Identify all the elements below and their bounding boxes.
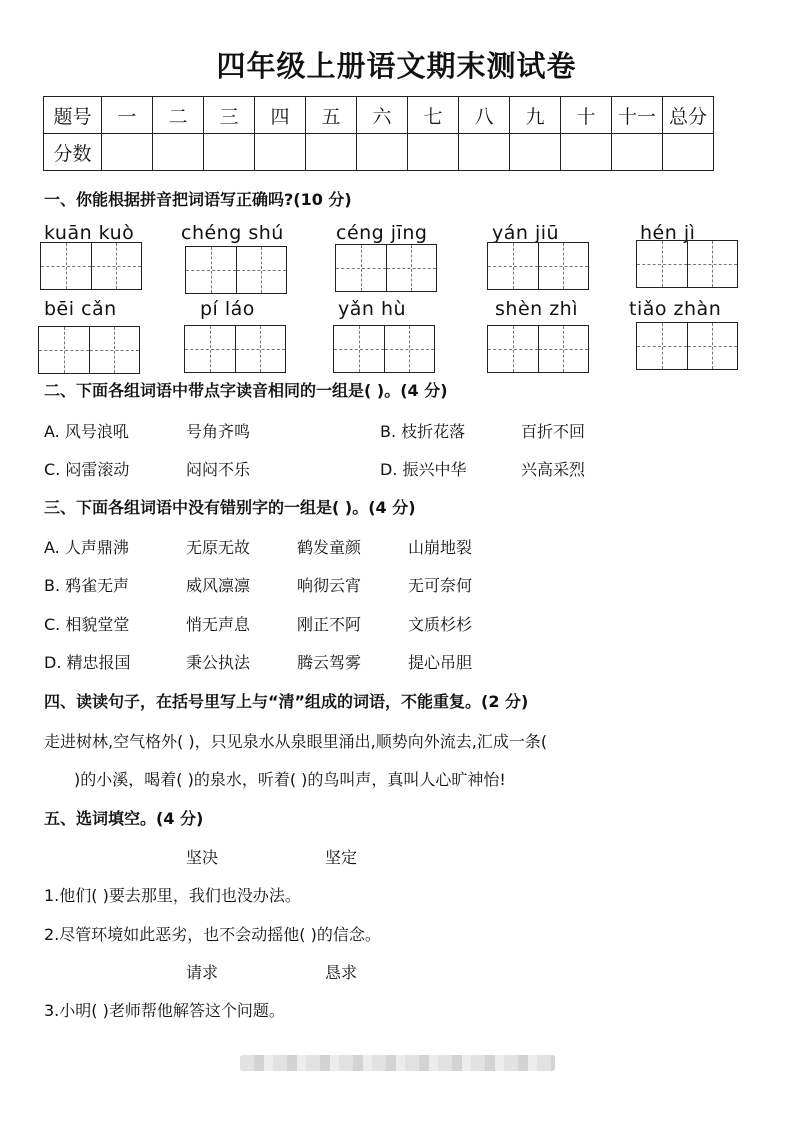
q2-option: 百折不回 [521, 422, 586, 441]
score-header-cell: 三 [204, 97, 255, 134]
score-header-cell: 八 [459, 97, 510, 134]
pinyin-label: pí láo [200, 298, 255, 320]
q3-option: 文质杉杉 [408, 615, 473, 634]
q3-option: 无原无故 [186, 538, 251, 557]
score-input-cell[interactable] [357, 134, 408, 171]
page-title: 四年级上册语文期末测试卷 [216, 49, 577, 83]
pinyin-label: bēi cǎn [44, 298, 117, 320]
blurred-footer-watermark [240, 1055, 555, 1071]
pinyin-label: tiǎo zhàn [629, 298, 722, 320]
score-header-cell: 题号 [44, 97, 102, 134]
q5-word-choice: 坚定 [325, 848, 358, 867]
q5-heading: 五、选词填空。(4 分) [44, 809, 204, 828]
writing-grid[interactable] [333, 325, 435, 373]
score-input-cell[interactable] [153, 134, 204, 171]
q3-option: 山崩地裂 [408, 538, 473, 557]
writing-grid[interactable] [38, 326, 140, 374]
q2-option: D. 振兴中华 [380, 460, 467, 479]
score-input-cell[interactable] [612, 134, 663, 171]
q3-option: 无可奈何 [408, 576, 473, 595]
score-header-cell: 二 [153, 97, 204, 134]
q4-heading: 四、读读句子，在括号里写上与“清”组成的词语，不能重复。(2 分) [44, 692, 529, 711]
q2-option: C. 闷雷滚动 [44, 460, 130, 479]
q3-option: 响彻云宵 [297, 576, 362, 595]
q3-option: B. 鸦雀无声 [44, 576, 130, 595]
q2-option: 号角齐鸣 [186, 422, 251, 441]
score-table-score-row [44, 134, 714, 171]
pinyin-label: shèn zhì [495, 298, 579, 320]
q3-option: D. 精忠报国 [44, 653, 131, 672]
q2-heading: 二、下面各组词语中带点字读音相同的一组是( )。(4 分) [44, 381, 448, 400]
q3-option: 鹤发童颜 [297, 538, 362, 557]
writing-grid[interactable] [487, 325, 589, 373]
q3-option: 秉公执法 [186, 653, 251, 672]
q3-option: 悄无声息 [186, 615, 251, 634]
score-header-cell: 十 [561, 97, 612, 134]
writing-grid[interactable] [335, 244, 437, 292]
q5-item: 2.尽管环境如此恶劣，也不会动摇他( )的信念。 [44, 925, 381, 944]
score-header-cell: 六 [357, 97, 408, 134]
score-input-cell[interactable] [510, 134, 561, 171]
writing-grid[interactable] [487, 242, 589, 290]
pinyin-label: kuān kuò [44, 222, 135, 244]
q5-word-choice: 坚决 [186, 848, 219, 867]
q3-option: 威风凛凛 [186, 576, 251, 595]
q3-option: A. 人声鼎沸 [44, 538, 129, 557]
score-table [43, 96, 714, 171]
q2-option: B. 枝折花落 [380, 422, 466, 441]
writing-grid[interactable] [636, 240, 738, 288]
score-row-label: 分数 [44, 134, 102, 171]
q4-sentence-line1: 走进树林,空气格外( )，只见泉水从泉眼里涌出,顺势向外流去,汇成一条( [44, 732, 548, 751]
q1-heading: 一、你能根据拼音把词语写正确吗?(10 分) [44, 190, 352, 209]
score-header-cell: 七 [408, 97, 459, 134]
score-input-cell[interactable] [102, 134, 153, 171]
q3-option: 提心吊胆 [408, 653, 473, 672]
score-header-cell: 十一 [612, 97, 663, 134]
score-header-cell: 四 [255, 97, 306, 134]
score-input-cell[interactable] [663, 134, 714, 171]
pinyin-label: yǎn hù [338, 298, 407, 320]
score-table-header-row [44, 97, 714, 134]
q2-option: 兴高采烈 [521, 460, 586, 479]
score-header-cell: 五 [306, 97, 357, 134]
q3-option: 腾云驾雾 [297, 653, 362, 672]
score-input-cell[interactable] [561, 134, 612, 171]
score-header-cell: 一 [102, 97, 153, 134]
writing-grid[interactable] [636, 322, 738, 370]
writing-grid[interactable] [184, 325, 286, 373]
pinyin-label: céng jīng [336, 222, 428, 244]
q5-item: 1.他们( )要去那里，我们也没办法。 [44, 886, 301, 905]
score-input-cell[interactable] [459, 134, 510, 171]
score-header-cell: 总分 [663, 97, 714, 134]
q2-option: 闷闷不乐 [186, 460, 251, 479]
q2-option: A. 风号浪吼 [44, 422, 129, 441]
score-header-cell: 九 [510, 97, 561, 134]
writing-grid[interactable] [40, 242, 142, 290]
q4-sentence-line2: )的小溪，喝着( )的泉水，听着( )的鸟叫声，真叫人心旷神怡! [74, 770, 506, 789]
q5-word-choice: 请求 [186, 963, 219, 982]
pinyin-label: hén jì [640, 222, 696, 244]
score-input-cell[interactable] [306, 134, 357, 171]
writing-grid[interactable] [185, 246, 287, 294]
q5-word-choice: 恳求 [325, 963, 358, 982]
pinyin-label: yán jiū [492, 222, 560, 244]
q3-heading: 三、下面各组词语中没有错别字的一组是( )。(4 分) [44, 498, 416, 517]
score-input-cell[interactable] [408, 134, 459, 171]
q3-option: C. 相貌堂堂 [44, 615, 130, 634]
pinyin-label: chéng shú [181, 222, 284, 244]
score-input-cell[interactable] [255, 134, 306, 171]
score-input-cell[interactable] [204, 134, 255, 171]
q5-item: 3.小明( )老师帮他解答这个问题。 [44, 1001, 285, 1020]
q3-option: 刚正不阿 [297, 615, 362, 634]
